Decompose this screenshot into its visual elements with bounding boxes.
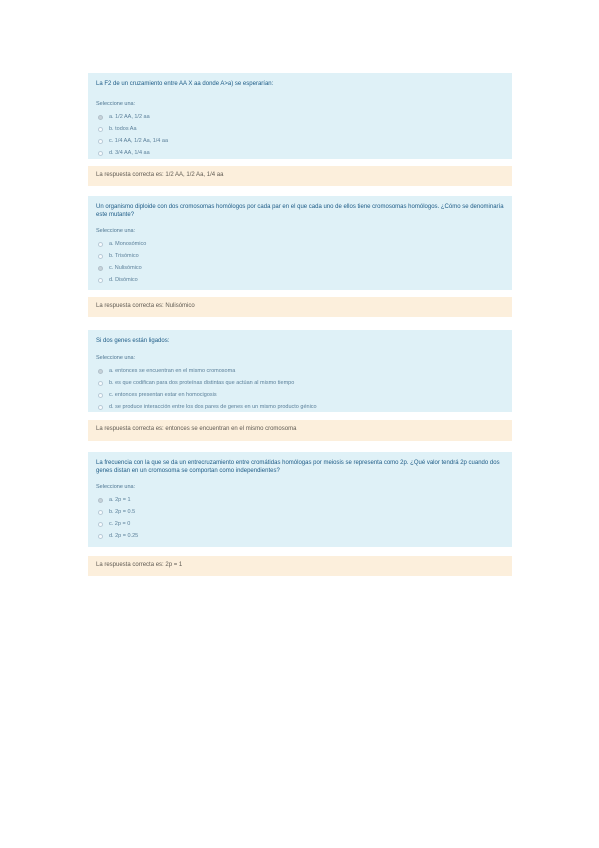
option-a[interactable] xyxy=(96,238,504,250)
radio-button-icon[interactable] xyxy=(98,127,103,132)
radio-button-icon[interactable] xyxy=(98,115,103,120)
option-a[interactable] xyxy=(96,494,504,506)
question-1-text: La F2 de un cruzamiento entre AA X aa donde A>a) se esperarían: xyxy=(96,81,274,87)
question-4-feedback xyxy=(88,556,512,576)
option-label: a. Monosómico xyxy=(109,241,147,247)
option-b[interactable] xyxy=(96,250,504,262)
option-label: a. 1/2 AA, 1/2 aa xyxy=(109,114,150,120)
radio-button-icon[interactable] xyxy=(98,139,103,144)
option-label: b. es que codifican para dos proteínas distintas que actúan al mismo tiempo xyxy=(109,380,295,386)
question-3 xyxy=(88,330,512,412)
radio-button-icon[interactable] xyxy=(98,510,103,515)
radio-button-icon[interactable] xyxy=(98,381,103,386)
select-one-label: Seleccione una: xyxy=(96,484,136,490)
option-b[interactable] xyxy=(96,377,504,389)
radio-button-icon[interactable] xyxy=(98,151,103,156)
radio-button-icon[interactable] xyxy=(98,254,103,259)
correct-answer-text: La respuesta correcta es: Nulisómico xyxy=(96,303,195,309)
option-b[interactable] xyxy=(96,506,504,518)
question-2 xyxy=(88,196,512,290)
radio-button-icon[interactable] xyxy=(98,405,103,410)
option-label: d. 2p = 0.25 xyxy=(109,533,139,539)
question-3-feedback xyxy=(88,420,512,441)
option-label: a. 2p = 1 xyxy=(109,497,131,503)
option-label: b. todos Aa xyxy=(109,126,137,132)
radio-button-icon[interactable] xyxy=(98,498,103,503)
option-d[interactable] xyxy=(96,147,504,159)
question-2-text: Un organismo diploide con dos cromosomas homólogos por cada par en el que cada uno de ellos tiene cromosomas homólogos. ¿Cómo se denominaría este mutante? xyxy=(96,204,504,218)
select-one-label: Seleccione una: xyxy=(96,355,136,361)
option-label: c. Nulisómico xyxy=(109,265,142,271)
select-one-label: Seleccione una: xyxy=(96,101,136,107)
correct-answer-text: La respuesta correcta es: entonces se encuentran en el mismo cromosoma xyxy=(96,426,297,432)
question-2-feedback xyxy=(88,297,512,317)
option-d[interactable] xyxy=(96,530,504,542)
radio-button-icon[interactable] xyxy=(98,266,103,271)
radio-button-icon[interactable] xyxy=(98,369,103,374)
radio-button-icon[interactable] xyxy=(98,534,103,539)
correct-answer-text: La respuesta correcta es: 1/2 AA, 1/2 Aa, 1/4 aa xyxy=(96,172,224,178)
radio-button-icon[interactable] xyxy=(98,393,103,398)
option-a[interactable] xyxy=(96,365,504,377)
option-label: c. entonces presentan estar en homocigosis xyxy=(109,392,217,398)
option-c[interactable] xyxy=(96,135,504,147)
option-label: c. 1/4 AA, 1/2 Aa, 1/4 aa xyxy=(109,138,169,144)
question-1 xyxy=(88,73,512,159)
option-label: d. se produce interacción entre los dos pares de genes en un mismo producto génico xyxy=(109,404,317,410)
question-3-text: Si dos genes están ligados: xyxy=(96,338,170,344)
option-b[interactable] xyxy=(96,123,504,135)
option-label: b. 2p = 0.5 xyxy=(109,509,136,515)
option-label: c. 2p = 0 xyxy=(109,521,131,527)
option-d[interactable] xyxy=(96,274,504,286)
option-label: d. 3/4 AA, 1/4 aa xyxy=(109,150,150,156)
select-one-label: Seleccione una: xyxy=(96,228,136,234)
correct-answer-text: La respuesta correcta es: 2p = 1 xyxy=(96,562,183,568)
option-c[interactable] xyxy=(96,518,504,530)
option-label: b. Trisómico xyxy=(109,253,139,259)
option-label: d. Disómico xyxy=(109,277,138,283)
option-label: a. entonces se encuentran en el mismo cromosoma xyxy=(109,368,236,374)
radio-button-icon[interactable] xyxy=(98,242,103,247)
radio-button-icon[interactable] xyxy=(98,522,103,527)
option-c[interactable] xyxy=(96,262,504,274)
option-a[interactable] xyxy=(96,111,504,123)
quiz-review xyxy=(88,73,512,576)
question-4 xyxy=(88,452,512,547)
question-1-feedback xyxy=(88,166,512,186)
radio-button-icon[interactable] xyxy=(98,278,103,283)
option-c[interactable] xyxy=(96,389,504,401)
question-4-text: La frecuencia con la que se da un entrecruzamiento entre cromátidas homólogas por meiosis se representa como 2p. ¿Qué valor tendrá 2p cuando dos genes distan en un cromosoma se comportan como independientes? xyxy=(96,460,500,474)
